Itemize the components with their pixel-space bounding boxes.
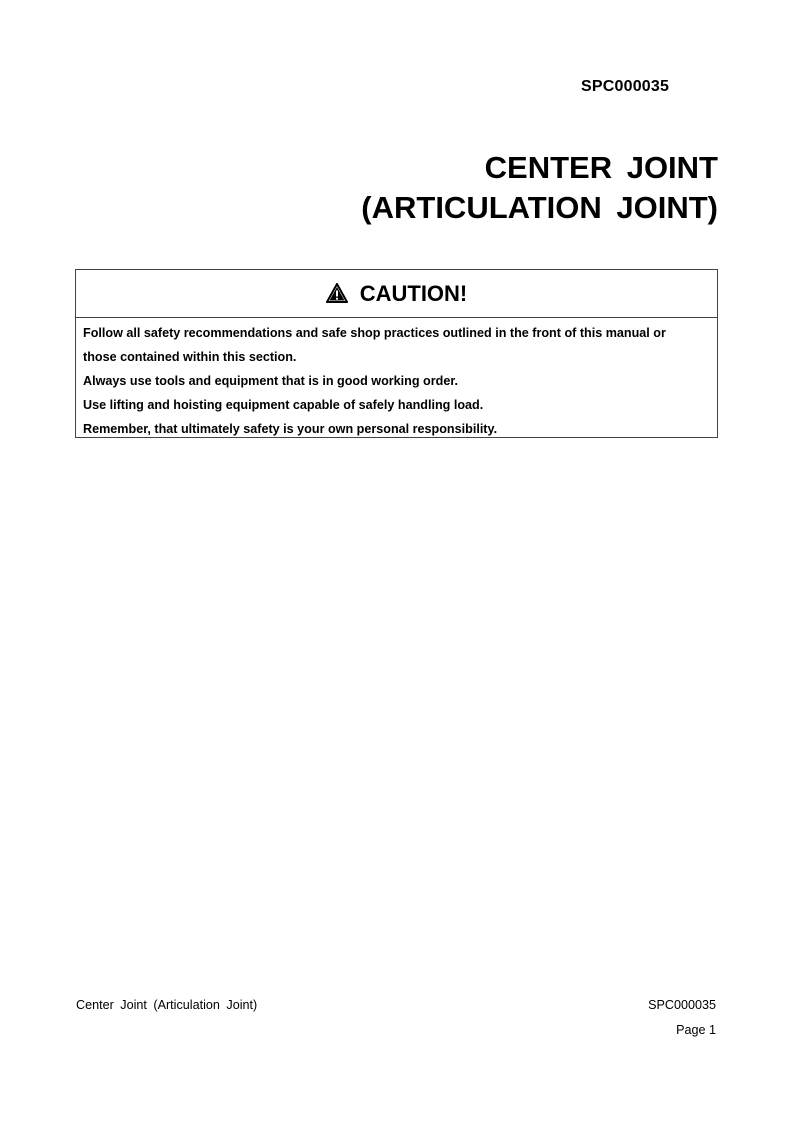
footer-page-number: Page 1 <box>676 1023 716 1037</box>
document-id-header: SPC000035 <box>581 78 670 95</box>
caution-title: CAUTION! <box>359 280 468 306</box>
footer-document-id: SPC000035 <box>648 998 716 1012</box>
page-title-line-1: CENTER JOINT <box>484 150 718 185</box>
warning-triangle-icon <box>326 283 348 303</box>
caution-box <box>75 269 718 438</box>
caution-line: Use lifting and hoisting equipment capable of safely handling load. <box>83 398 484 412</box>
caution-header <box>76 270 717 318</box>
page-title-line-2: (ARTICULATION JOINT) <box>361 190 718 225</box>
caution-line: those contained within this section. <box>83 350 297 364</box>
footer-section-name: Center Joint (Articulation Joint) <box>76 998 258 1012</box>
caution-line: Follow all safety recommendations and safe shop practices outlined in the front of this manual or <box>83 326 666 340</box>
caution-line: Always use tools and equipment that is in good working order. <box>83 374 459 388</box>
page-title <box>361 148 718 228</box>
caution-text <box>76 318 717 441</box>
caution-line: Remember, that ultimately safety is your own personal responsibility. <box>83 422 498 436</box>
